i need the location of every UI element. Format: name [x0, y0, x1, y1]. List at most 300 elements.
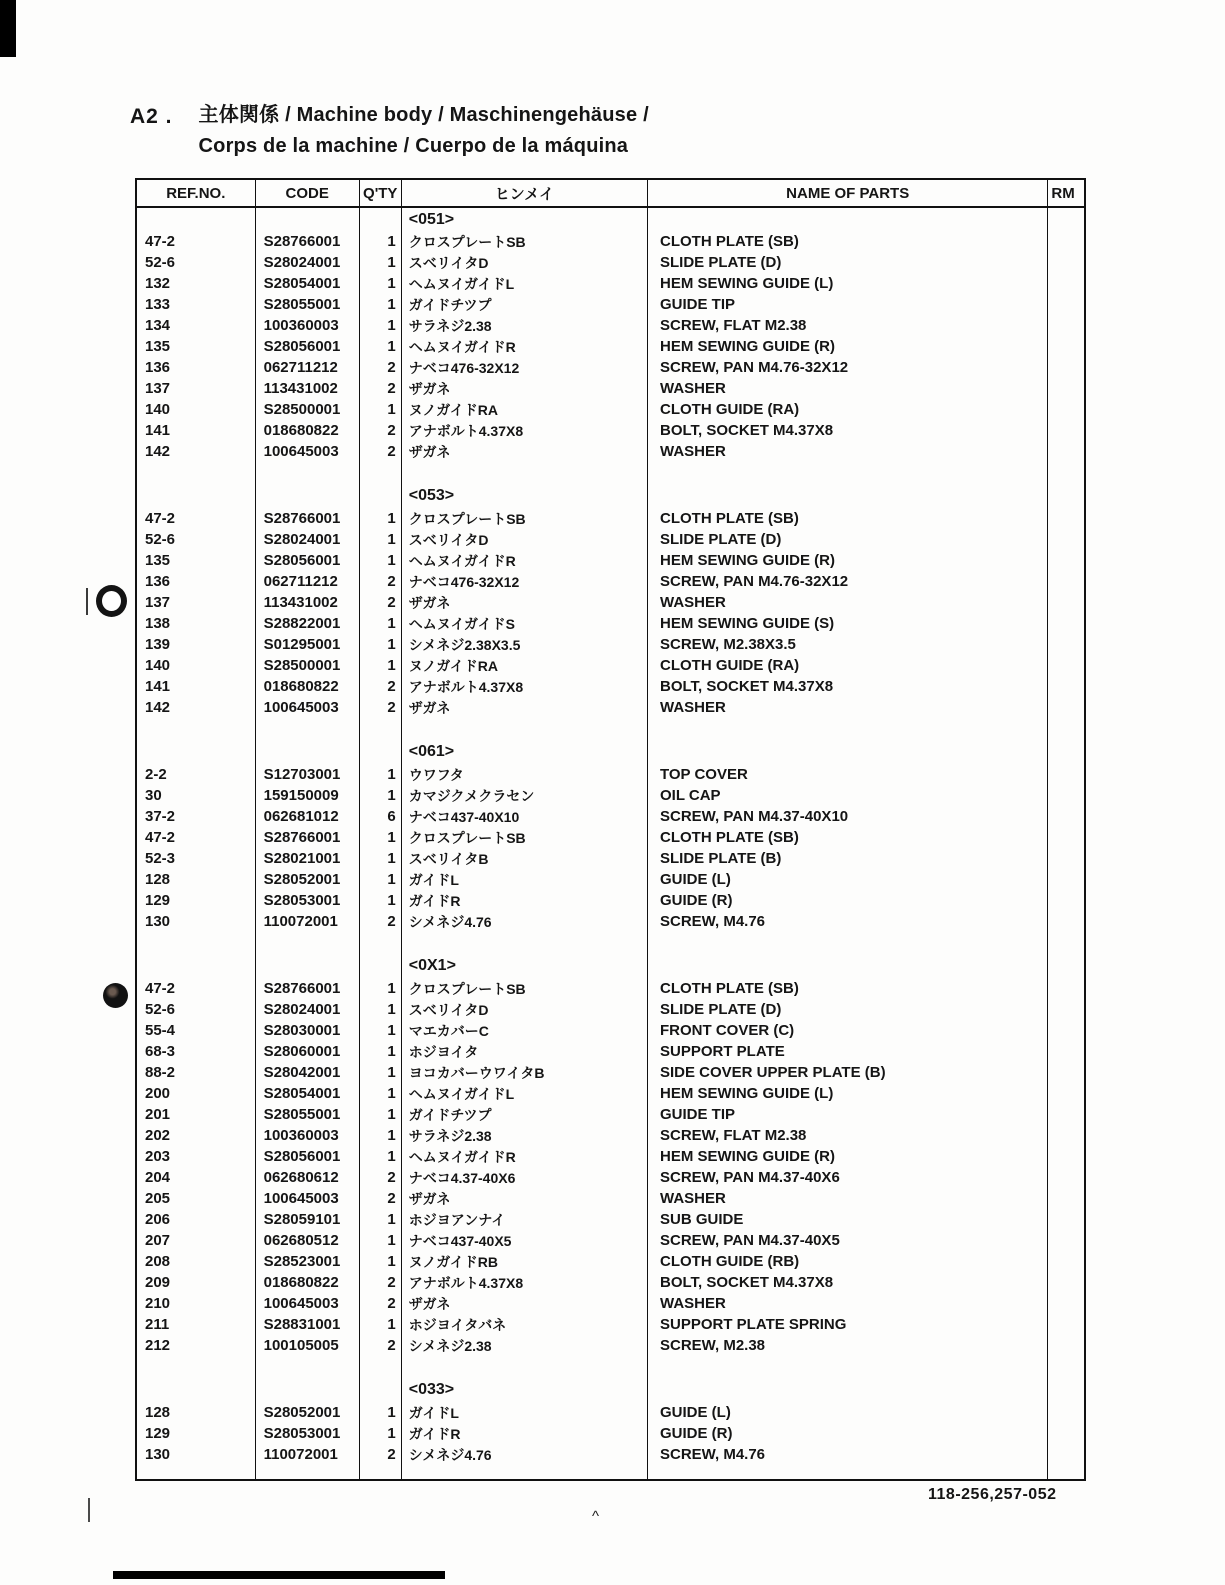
rm-cell	[1048, 806, 1084, 827]
hinmei-cell: カマジクメクラセン	[401, 785, 647, 806]
qty-cell: 2	[359, 697, 401, 718]
code-cell	[255, 462, 359, 484]
ref-cell: 206	[137, 1209, 255, 1230]
rm-cell	[1048, 1356, 1084, 1378]
name-cell	[648, 207, 1048, 231]
rm-cell	[1048, 207, 1084, 231]
table-row	[137, 1041, 1084, 1062]
rm-cell	[1048, 571, 1084, 592]
code-cell: 062680612	[255, 1167, 359, 1188]
name-cell: SLIDE PLATE (D)	[648, 529, 1048, 550]
ref-cell: 202	[137, 1125, 255, 1146]
hinmei-cell: ヨコカバーウワイタB	[401, 1062, 647, 1083]
hinmei-cell: ヌノガイドRB	[401, 1251, 647, 1272]
name-cell: HEM SEWING GUIDE (L)	[648, 1083, 1048, 1104]
hinmei-cell: スベリイタD	[401, 529, 647, 550]
name-cell: WASHER	[648, 1188, 1048, 1209]
qty-cell	[359, 484, 401, 508]
ref-cell: 135	[137, 336, 255, 357]
column-header-code: CODE	[255, 180, 359, 207]
qty-cell	[359, 954, 401, 978]
hinmei-cell	[401, 1356, 647, 1378]
table-row	[137, 1444, 1084, 1465]
ref-cell: 204	[137, 1167, 255, 1188]
ref-cell: 52-3	[137, 848, 255, 869]
name-cell	[648, 1465, 1048, 1479]
qty-cell: 2	[359, 1293, 401, 1314]
name-cell: SUPPORT PLATE SPRING	[648, 1314, 1048, 1335]
ref-cell: 136	[137, 357, 255, 378]
qty-cell: 1	[359, 315, 401, 336]
ref-cell: 141	[137, 420, 255, 441]
code-cell: 110072001	[255, 911, 359, 932]
name-cell: CLOTH PLATE (SB)	[648, 231, 1048, 252]
qty-cell: 1	[359, 848, 401, 869]
column-header-hinmei: ヒンメイ	[401, 180, 647, 207]
ref-cell: 52-6	[137, 999, 255, 1020]
qty-cell: 1	[359, 1062, 401, 1083]
rm-cell	[1048, 420, 1084, 441]
table-header-row	[137, 180, 1084, 207]
name-cell: HEM SEWING GUIDE (R)	[648, 1146, 1048, 1167]
page-title	[130, 100, 649, 162]
code-cell: 100645003	[255, 1293, 359, 1314]
code-cell: 100360003	[255, 315, 359, 336]
rm-cell	[1048, 1251, 1084, 1272]
parts-table-frame	[135, 178, 1086, 1481]
code-cell: S28053001	[255, 890, 359, 911]
qty-cell: 1	[359, 1402, 401, 1423]
name-cell: GUIDE (R)	[648, 1423, 1048, 1444]
spacer-row	[137, 462, 1084, 484]
name-cell	[648, 1356, 1048, 1378]
rm-cell	[1048, 613, 1084, 634]
rm-cell	[1048, 1378, 1084, 1402]
code-cell: S12703001	[255, 764, 359, 785]
code-cell	[255, 484, 359, 508]
code-cell	[255, 718, 359, 740]
name-cell: WASHER	[648, 697, 1048, 718]
qty-cell: 1	[359, 336, 401, 357]
code-cell: 159150009	[255, 785, 359, 806]
name-cell	[648, 1378, 1048, 1402]
code-cell: S28042001	[255, 1062, 359, 1083]
code-cell: S28056001	[255, 1146, 359, 1167]
name-cell: HEM SEWING GUIDE (R)	[648, 550, 1048, 571]
qty-cell	[359, 1465, 401, 1479]
qty-cell: 1	[359, 529, 401, 550]
qty-cell	[359, 1356, 401, 1378]
code-cell: 100645003	[255, 697, 359, 718]
qty-cell: 2	[359, 420, 401, 441]
name-cell: SCREW, PAN M4.76-32X12	[648, 571, 1048, 592]
hinmei-cell: クロスプレートSB	[401, 508, 647, 529]
qty-cell: 1	[359, 273, 401, 294]
rm-cell	[1048, 315, 1084, 336]
table-row	[137, 1335, 1084, 1356]
code-cell: S28052001	[255, 869, 359, 890]
name-cell: HEM SEWING GUIDE (L)	[648, 273, 1048, 294]
hinmei-cell: ヘムヌイガイドL	[401, 1083, 647, 1104]
rm-cell	[1048, 336, 1084, 357]
qty-cell: 1	[359, 1209, 401, 1230]
qty-cell: 1	[359, 399, 401, 420]
name-cell: CLOTH GUIDE (RB)	[648, 1251, 1048, 1272]
table-row	[137, 378, 1084, 399]
qty-cell: 1	[359, 827, 401, 848]
hinmei-cell: ホジヨアンナイ	[401, 1209, 647, 1230]
name-cell: SLIDE PLATE (D)	[648, 252, 1048, 273]
rm-cell	[1048, 999, 1084, 1020]
ref-cell: 52-6	[137, 529, 255, 550]
code-cell: 113431002	[255, 592, 359, 613]
qty-cell: 6	[359, 806, 401, 827]
hinmei-cell: シメネジ4.76	[401, 1444, 647, 1465]
title-line-2: Corps de la machine / Cuerpo de la máquina	[198, 135, 629, 157]
qty-cell: 1	[359, 634, 401, 655]
name-cell: WASHER	[648, 1293, 1048, 1314]
qty-cell: 2	[359, 676, 401, 697]
ref-cell: 205	[137, 1188, 255, 1209]
ref-cell: 141	[137, 676, 255, 697]
code-cell: S28831001	[255, 1314, 359, 1335]
name-cell: WASHER	[648, 378, 1048, 399]
qty-cell	[359, 207, 401, 231]
spacer-row	[137, 718, 1084, 740]
rm-cell	[1048, 1293, 1084, 1314]
table-row	[137, 1083, 1084, 1104]
code-cell: S28056001	[255, 550, 359, 571]
hinmei-cell: クロスプレートSB	[401, 231, 647, 252]
ref-cell: 55-4	[137, 1020, 255, 1041]
code-cell: 113431002	[255, 378, 359, 399]
name-cell: OIL CAP	[648, 785, 1048, 806]
code-cell: S28021001	[255, 848, 359, 869]
hinmei-cell: ナベコ4.37-40X6	[401, 1167, 647, 1188]
ref-cell: 208	[137, 1251, 255, 1272]
rm-cell	[1048, 1209, 1084, 1230]
ref-cell: 136	[137, 571, 255, 592]
ref-cell: 130	[137, 911, 255, 932]
scan-edge-tick-bottom	[88, 1498, 90, 1522]
column-header-ref: REF.NO.	[137, 180, 255, 207]
hinmei-cell: ヘムヌイガイドS	[401, 613, 647, 634]
name-cell	[648, 484, 1048, 508]
qty-cell: 2	[359, 1444, 401, 1465]
ref-cell: 200	[137, 1083, 255, 1104]
hinmei-cell	[401, 932, 647, 954]
code-cell: 062681012	[255, 806, 359, 827]
ref-cell: 52-6	[137, 252, 255, 273]
name-cell: SUPPORT PLATE	[648, 1041, 1048, 1062]
ref-cell: 209	[137, 1272, 255, 1293]
hinmei-cell: ウワフタ	[401, 764, 647, 785]
rm-cell	[1048, 764, 1084, 785]
column-header-name: NAME OF PARTS	[648, 180, 1048, 207]
code-cell: S28059101	[255, 1209, 359, 1230]
rm-cell	[1048, 357, 1084, 378]
name-cell: WASHER	[648, 592, 1048, 613]
table-row	[137, 827, 1084, 848]
table-row	[137, 273, 1084, 294]
qty-cell: 2	[359, 1167, 401, 1188]
hinmei-cell: ガイドR	[401, 890, 647, 911]
scan-artifact-bottom-bar	[113, 1571, 445, 1579]
qty-cell: 2	[359, 1335, 401, 1356]
ref-cell	[137, 484, 255, 508]
rm-cell	[1048, 1041, 1084, 1062]
qty-cell	[359, 462, 401, 484]
rm-cell	[1048, 1125, 1084, 1146]
hinmei-cell: <051>	[401, 207, 647, 231]
hinmei-cell: <0X1>	[401, 954, 647, 978]
hinmei-cell: ホジヨイタバネ	[401, 1314, 647, 1335]
code-cell: S28054001	[255, 1083, 359, 1104]
table-row	[137, 676, 1084, 697]
rm-cell	[1048, 550, 1084, 571]
name-cell: SCREW, FLAT M2.38	[648, 1125, 1048, 1146]
hinmei-cell: ホジヨイタ	[401, 1041, 647, 1062]
code-cell	[255, 1465, 359, 1479]
hinmei-cell: ザガネ	[401, 378, 647, 399]
rm-cell	[1048, 869, 1084, 890]
name-cell: BOLT, SOCKET M4.37X8	[648, 420, 1048, 441]
code-cell: S28523001	[255, 1251, 359, 1272]
hinmei-cell: スベリイタB	[401, 848, 647, 869]
name-cell: SUB GUIDE	[648, 1209, 1048, 1230]
name-cell: FRONT COVER (C)	[648, 1020, 1048, 1041]
name-cell	[648, 740, 1048, 764]
rm-cell	[1048, 252, 1084, 273]
qty-cell: 1	[359, 785, 401, 806]
ref-cell: 142	[137, 441, 255, 462]
name-cell: SCREW, PAN M4.37-40X10	[648, 806, 1048, 827]
rm-cell	[1048, 655, 1084, 676]
rm-cell	[1048, 932, 1084, 954]
rm-cell	[1048, 978, 1084, 999]
ref-cell	[137, 462, 255, 484]
rm-cell	[1048, 1167, 1084, 1188]
scan-caret-mark: ^	[592, 1508, 600, 1525]
ref-cell: 201	[137, 1104, 255, 1125]
table-row	[137, 294, 1084, 315]
qty-cell: 1	[359, 999, 401, 1020]
code-cell: 018680822	[255, 676, 359, 697]
ref-cell: 2-2	[137, 764, 255, 785]
hinmei-cell: サラネジ2.38	[401, 315, 647, 336]
page-number: 118-256,257-052	[928, 1486, 1057, 1503]
hinmei-cell: ヘムヌイガイドR	[401, 550, 647, 571]
hinmei-cell: <033>	[401, 1378, 647, 1402]
hinmei-cell: ナベコ437-40X10	[401, 806, 647, 827]
code-cell: 062711212	[255, 571, 359, 592]
rm-cell	[1048, 441, 1084, 462]
code-cell	[255, 207, 359, 231]
qty-cell: 1	[359, 550, 401, 571]
hinmei-cell: ザガネ	[401, 1293, 647, 1314]
name-cell	[648, 462, 1048, 484]
section-label: A2 .	[130, 105, 173, 128]
scan-artifact-top-left	[0, 0, 16, 57]
hinmei-cell: クロスプレートSB	[401, 978, 647, 999]
qty-cell: 1	[359, 231, 401, 252]
ref-cell: 137	[137, 592, 255, 613]
name-cell	[648, 954, 1048, 978]
name-cell: SCREW, PAN M4.37-40X5	[648, 1230, 1048, 1251]
name-cell: SCREW, M2.38X3.5	[648, 634, 1048, 655]
code-cell: S28055001	[255, 1104, 359, 1125]
hinmei-cell: ヌノガイドRA	[401, 655, 647, 676]
name-cell: SIDE COVER UPPER PLATE (B)	[648, 1062, 1048, 1083]
table-row	[137, 1272, 1084, 1293]
code-cell: S28500001	[255, 399, 359, 420]
code-cell	[255, 1378, 359, 1402]
scan-edge-tick	[86, 588, 88, 615]
binder-hole-dot	[103, 983, 128, 1008]
rm-cell	[1048, 954, 1084, 978]
section-tag-row	[137, 207, 1084, 231]
hinmei-cell: ヌノガイドRA	[401, 399, 647, 420]
code-cell: S28054001	[255, 273, 359, 294]
ref-cell: 142	[137, 697, 255, 718]
table-row	[137, 1062, 1084, 1083]
hinmei-cell: ヘムヌイガイドR	[401, 1146, 647, 1167]
hinmei-cell: アナボルト4.37X8	[401, 676, 647, 697]
code-cell: 100645003	[255, 1188, 359, 1209]
ref-cell: 47-2	[137, 978, 255, 999]
rm-cell	[1048, 378, 1084, 399]
rm-cell	[1048, 1444, 1084, 1465]
rm-cell	[1048, 890, 1084, 911]
rm-cell	[1048, 462, 1084, 484]
code-cell: S28024001	[255, 252, 359, 273]
name-cell: SCREW, M4.76	[648, 911, 1048, 932]
hinmei-cell: ナベコ476-32X12	[401, 571, 647, 592]
code-cell: 110072001	[255, 1444, 359, 1465]
code-cell: S28052001	[255, 1402, 359, 1423]
hinmei-cell: スベリイタD	[401, 252, 647, 273]
qty-cell: 1	[359, 1104, 401, 1125]
table-row	[137, 399, 1084, 420]
code-cell: 100645003	[255, 441, 359, 462]
table-row	[137, 1251, 1084, 1272]
rm-cell	[1048, 1104, 1084, 1125]
table-row	[137, 1125, 1084, 1146]
ref-cell: 140	[137, 399, 255, 420]
rm-cell	[1048, 508, 1084, 529]
code-cell: S28766001	[255, 231, 359, 252]
code-cell: 062711212	[255, 357, 359, 378]
qty-cell	[359, 932, 401, 954]
table-row	[137, 890, 1084, 911]
name-cell: SCREW, M2.38	[648, 1335, 1048, 1356]
rm-cell	[1048, 273, 1084, 294]
rm-cell	[1048, 399, 1084, 420]
section-tag-row	[137, 484, 1084, 508]
hinmei-cell: シメネジ2.38X3.5	[401, 634, 647, 655]
name-cell: BOLT, SOCKET M4.37X8	[648, 676, 1048, 697]
hinmei-cell: ガイドL	[401, 1402, 647, 1423]
table-row	[137, 336, 1084, 357]
name-cell: SLIDE PLATE (B)	[648, 848, 1048, 869]
name-cell: SCREW, PAN M4.37-40X6	[648, 1167, 1048, 1188]
rm-cell	[1048, 718, 1084, 740]
table-row	[137, 231, 1084, 252]
ref-cell: 88-2	[137, 1062, 255, 1083]
rm-cell	[1048, 529, 1084, 550]
table-row	[137, 252, 1084, 273]
qty-cell: 1	[359, 1146, 401, 1167]
ref-cell: 134	[137, 315, 255, 336]
code-cell: S28822001	[255, 613, 359, 634]
hinmei-cell: シメネジ2.38	[401, 1335, 647, 1356]
ref-cell	[137, 718, 255, 740]
ref-cell: 132	[137, 273, 255, 294]
name-cell: CLOTH GUIDE (RA)	[648, 655, 1048, 676]
table-row	[137, 529, 1084, 550]
hinmei-cell: ザガネ	[401, 592, 647, 613]
table-row	[137, 1293, 1084, 1314]
code-cell: S28055001	[255, 294, 359, 315]
qty-cell: 2	[359, 911, 401, 932]
qty-cell: 2	[359, 357, 401, 378]
rm-cell	[1048, 785, 1084, 806]
ref-cell	[137, 932, 255, 954]
ref-cell: 212	[137, 1335, 255, 1356]
rm-cell	[1048, 827, 1084, 848]
name-cell: TOP COVER	[648, 764, 1048, 785]
qty-cell: 1	[359, 1041, 401, 1062]
ref-cell: 68-3	[137, 1041, 255, 1062]
qty-cell: 1	[359, 1125, 401, 1146]
rm-cell	[1048, 1465, 1084, 1479]
table-row	[137, 806, 1084, 827]
code-cell: S28060001	[255, 1041, 359, 1062]
code-cell: S28500001	[255, 655, 359, 676]
code-cell	[255, 932, 359, 954]
table-row	[137, 315, 1084, 336]
rm-cell	[1048, 1335, 1084, 1356]
binder-hole-ring	[96, 585, 127, 617]
ref-cell	[137, 1378, 255, 1402]
ref-cell: 211	[137, 1314, 255, 1335]
parts-table	[137, 180, 1084, 1479]
hinmei-cell: ザガネ	[401, 697, 647, 718]
hinmei-cell: マエカバーC	[401, 1020, 647, 1041]
name-cell: WASHER	[648, 441, 1048, 462]
name-cell: HEM SEWING GUIDE (S)	[648, 613, 1048, 634]
ref-cell: 128	[137, 1402, 255, 1423]
ref-cell: 30	[137, 785, 255, 806]
rm-cell	[1048, 1188, 1084, 1209]
code-cell: S28024001	[255, 529, 359, 550]
name-cell: SCREW, M4.76	[648, 1444, 1048, 1465]
code-cell: S01295001	[255, 634, 359, 655]
ref-cell: 129	[137, 1423, 255, 1444]
name-cell	[648, 932, 1048, 954]
qty-cell	[359, 718, 401, 740]
hinmei-cell	[401, 462, 647, 484]
table-row	[137, 1146, 1084, 1167]
hinmei-cell: ヘムヌイガイドR	[401, 336, 647, 357]
hinmei-cell: <053>	[401, 484, 647, 508]
qty-cell	[359, 1378, 401, 1402]
qty-cell: 1	[359, 252, 401, 273]
title-lines	[199, 100, 649, 162]
table-row	[137, 634, 1084, 655]
ref-cell: 140	[137, 655, 255, 676]
rm-cell	[1048, 592, 1084, 613]
